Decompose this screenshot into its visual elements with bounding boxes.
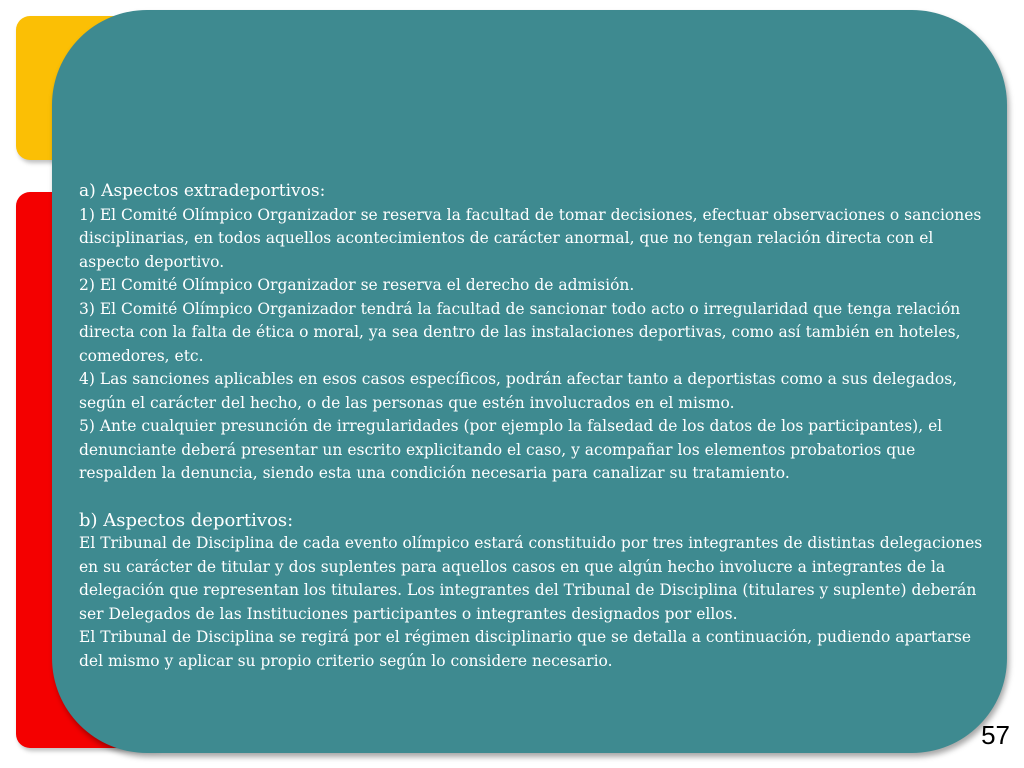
section-b-paragraph-1: El Tribunal de Disciplina de cada evento olímpico estará constituido por tres integrantes de distintas delegaciones en su carácter de titular y dos suplentes para aquellos casos en que algún hecho involucre a integrantes de la delegación que representan los titulares. Los integrantes del Tribunal de Disciplina (titulares y suplente) deberán ser Delegados de las Instituciones participantes o integrantes designados por ellos. (79, 534, 983, 623)
section-a-item-2: 2) El Comité Olímpico Organizador se reserva el derecho de admisión. (79, 276, 635, 294)
slide-text (79, 180, 984, 673)
section-b-paragraph-2: El Tribunal de Disciplina se regirá por el régimen disciplinario que se detalla a continuación, pudiendo apartarse del mismo y aplicar su propio criterio según lo considere necesario. (79, 628, 972, 670)
section-b-heading: b) Aspectos deportivos: (79, 509, 294, 531)
section-a-item-5: 5) Ante cualquier presunción de irregularidades (por ejemplo la falsedad de los datos de los participantes), el denunciante deberá presentar un escrito explicitando el caso, y acompañar los elementos probatorios que respalden la denuncia, siendo esta una condición necesaria para canalizar su tratamiento. (79, 417, 943, 482)
section-a-item-3: 3) El Comité Olímpico Organizador tendrá la facultad de sancionar todo acto o irregularidad que tenga relación directa con la falta de ética o moral, ya sea dentro de las instalaciones deportivas, como así también en hoteles, comedores, etc. (79, 299, 961, 365)
page-number: 57 (981, 720, 1010, 750)
section-a-item-4: 4) Las sanciones aplicables en esos casos específicos, podrán afectar tanto a deportistas como a sus delegados, según el carácter del hecho, o de las personas que estén involucrados en el mismo. (79, 370, 958, 412)
section-a-item-1: 1) El Comité Olímpico Organizador se reserva la facultad de tomar decisiones, efectuar observaciones o sanciones disciplinarias, en todos aquellos acontecimientos de carácter anormal, que no tengan relación directa con el aspecto deportivo. (79, 205, 982, 271)
section-a-heading: a) Aspectos extradeportivos: (79, 181, 326, 201)
